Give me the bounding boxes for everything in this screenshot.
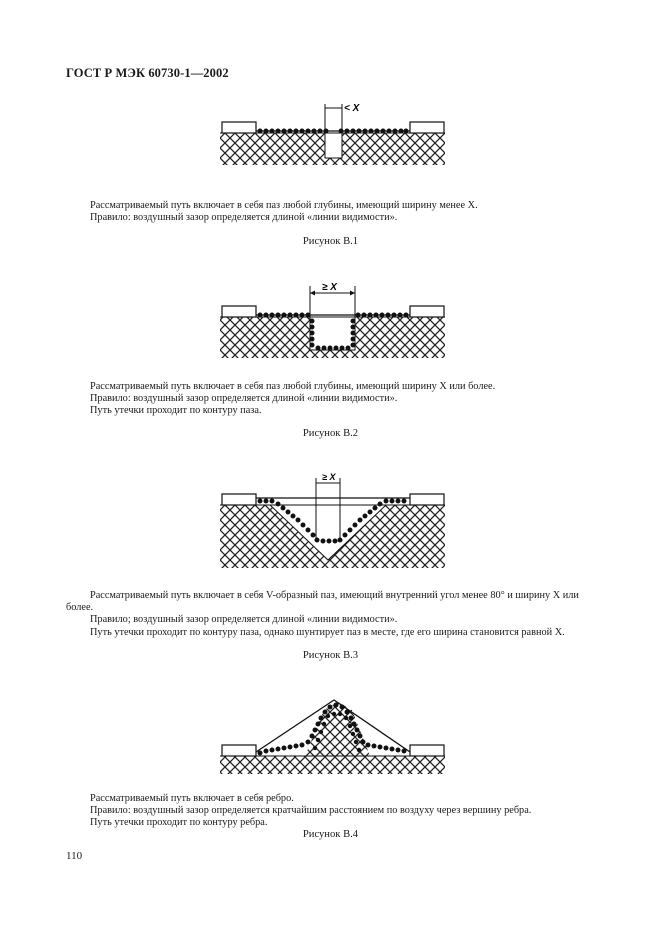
- figure-b4-text: [90, 793, 600, 830]
- figure-b4-drawing: [210, 692, 460, 782]
- figure-b3-drawing: [210, 470, 460, 570]
- figure-b2-text: [90, 381, 600, 418]
- paragraph: Рассматриваемый путь включает в себя V-образный паз, имеющий внутренний угол менее 80° и ширину X или более.: [66, 590, 579, 614]
- paragraph: Правило: воздушный зазор определяется кратчайшим расстоянием по воздуху через вершину ребра.: [90, 805, 532, 817]
- document-header: ГОСТ Р МЭК 60730-1—2002: [66, 66, 229, 80]
- paragraph: Правило; воздушный зазор определяется длиной «линии видимости».: [90, 614, 398, 626]
- paragraph: Путь утечки проходит по контуру паза.: [90, 405, 262, 417]
- figure-b3-text: [66, 590, 606, 639]
- paragraph: Рассматриваемый путь включает в себя ребро.: [90, 793, 294, 804]
- fig3-dimension-label: ≥ X: [322, 472, 336, 482]
- paragraph: Правило: воздушный зазор определяется длиной «линии видимости».: [90, 212, 398, 224]
- figure-b1-drawing: [210, 98, 460, 166]
- fig2-dimension-label: ≥ X: [322, 282, 337, 293]
- paragraph: Правило: воздушный зазор определяется длиной «линии видимости».: [90, 393, 398, 405]
- paragraph: Путь утечки проходит по контуру паза, однако шунтирует паз в месте, где его ширина становится равной X.: [90, 626, 565, 638]
- paragraph: Рассматриваемый путь включает в себя паз любой глубины, имеющий ширину X или более.: [90, 381, 496, 392]
- figure-b1-text: [90, 200, 600, 224]
- paragraph: Рассматриваемый путь включает в себя паз любой глубины, имеющий ширину менее X.: [90, 200, 478, 211]
- figure-b2-drawing: [210, 280, 460, 360]
- fig1-dimension-label: < X: [344, 103, 360, 114]
- figure-b4-caption: Рисунок В.4: [302, 829, 359, 840]
- figure-b3-caption: Рисунок В.3: [302, 650, 359, 661]
- paragraph: Путь утечки проходит по контуру ребра.: [90, 817, 268, 829]
- page-number: 110: [66, 850, 83, 862]
- figure-b1-caption: Рисунок В.1: [302, 236, 359, 247]
- figure-b2-caption: Рисунок В.2: [302, 428, 359, 439]
